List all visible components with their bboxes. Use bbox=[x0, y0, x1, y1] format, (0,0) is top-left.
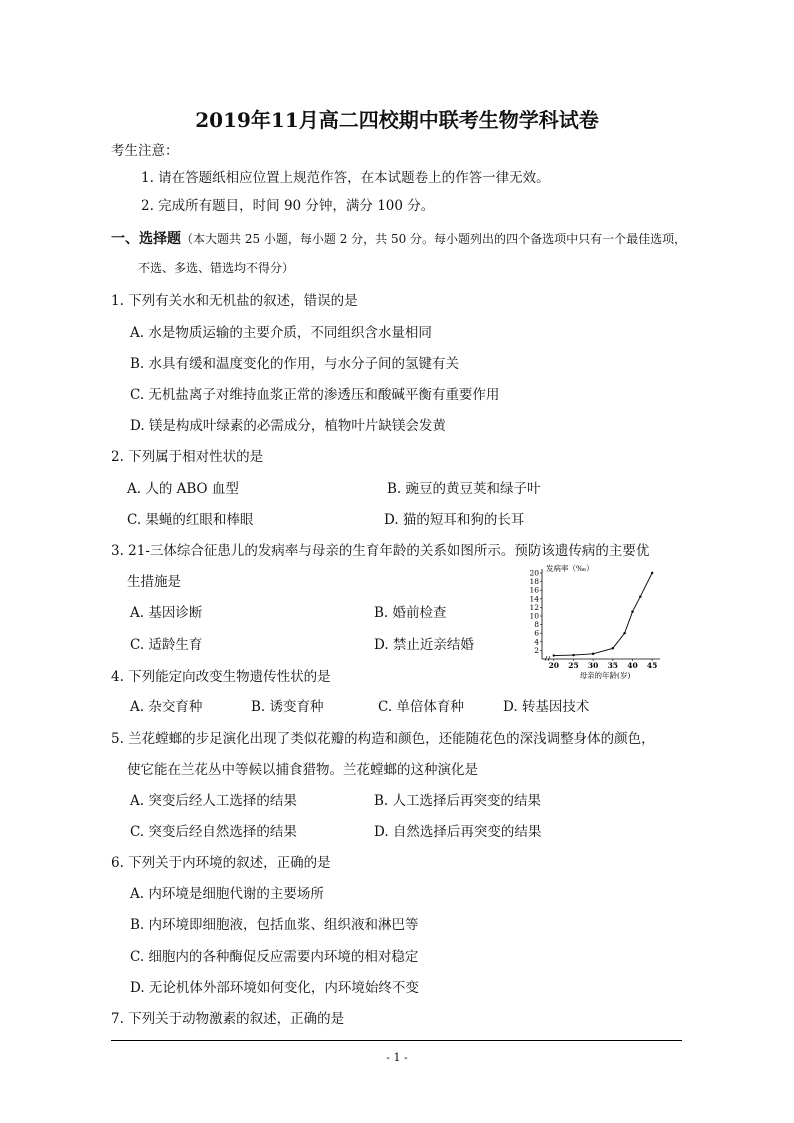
q6-option-a: A. 内环境是细胞代谢的主要场所 bbox=[130, 886, 324, 902]
x-tick-label-20: 20 bbox=[548, 661, 560, 670]
q1-option-c: C. 无机盐离子对维持血浆正常的渗透压和酸碱平衡有重要作用 bbox=[130, 387, 500, 403]
section-desc-2: 不选、多选、错选均不得分） bbox=[138, 261, 295, 275]
x-tick-label-45: 45 bbox=[646, 661, 658, 670]
y-tick-label-10: 10 bbox=[529, 611, 539, 621]
q5-option-d: D. 自然选择后再突变的结果 bbox=[374, 824, 542, 840]
footer-divider bbox=[111, 1040, 682, 1041]
data-point-25 bbox=[572, 654, 574, 656]
q6-option-b: B. 内环境即细胞液，包括血浆、组织液和淋巴等 bbox=[130, 917, 419, 933]
q3-option-b: B. 婚前检查 bbox=[374, 605, 447, 621]
q5-option-c: C. 突变后经自然选择的结果 bbox=[130, 824, 297, 840]
q4-option-a: A. 杂交育种 bbox=[130, 699, 203, 715]
q1-option-b: B. 水具有缓和温度变化的作用，与水分子间的氢键有关 bbox=[130, 356, 460, 372]
section-title: 一、选择题 bbox=[111, 231, 181, 247]
data-point-35 bbox=[612, 647, 614, 649]
y-axis-label: 发病率（‰） bbox=[546, 564, 594, 573]
section-header bbox=[111, 228, 686, 248]
question-4-stem: 4. 下列能定向改变生物遗传性状的是 bbox=[111, 669, 331, 685]
q1-option-d: D. 镁是构成叶绿素的必需成分，植物叶片缺镁会发黄 bbox=[130, 418, 446, 434]
data-point-42 bbox=[639, 595, 641, 597]
q4-option-c: C. 单倍体育种 bbox=[378, 699, 464, 715]
q6-option-d: D. 无论机体外部环境如何变化，内环境始终不变 bbox=[130, 980, 419, 996]
data-point-38 bbox=[623, 632, 625, 634]
q2-option-a: A. 人的 ABO 血型 bbox=[127, 481, 239, 497]
y-tick-label-2: 2 bbox=[534, 645, 539, 655]
notice-item-2: 2. 完成所有题目，时间 90 分钟，满分 100 分。 bbox=[141, 198, 435, 214]
q3-option-c: C. 适龄生育 bbox=[130, 637, 203, 653]
q5-option-b: B. 人工选择后再突变的结果 bbox=[374, 793, 542, 809]
incidence-line bbox=[554, 573, 652, 656]
q2-option-c: C. 果蝇的红眼和棒眼 bbox=[127, 512, 254, 528]
y-tick-label-14: 14 bbox=[529, 594, 539, 604]
y-tick-label-12: 12 bbox=[529, 602, 539, 612]
data-point-40 bbox=[631, 611, 633, 613]
y-tick-label-8: 8 bbox=[534, 620, 539, 630]
x-axis-label: 母亲的年龄(岁) bbox=[579, 671, 631, 679]
data-point-45 bbox=[651, 572, 653, 574]
data-point-20 bbox=[553, 654, 555, 656]
notice-item-1: 1. 请在答题纸相应位置上规范作答，在本试题卷上的作答一律无效。 bbox=[141, 170, 550, 186]
q2-option-d: D. 猫的短耳和狗的长耳 bbox=[384, 512, 525, 528]
x-tick-label-35: 35 bbox=[607, 661, 619, 670]
q5-option-a: A. 突变后经人工选择的结果 bbox=[130, 793, 297, 809]
question-3-stem: 3. 21-三体综合征患儿的发病率与母亲的生育年龄的关系如图所示。预防该遗传病的主要优 bbox=[111, 543, 650, 559]
y-tick-label-18: 18 bbox=[529, 577, 539, 587]
q1-option-a: A. 水是物质运输的主要介质，不同组织含水量相同 bbox=[130, 325, 432, 341]
x-tick-label-40: 40 bbox=[627, 661, 638, 670]
q3-option-a: A. 基因诊断 bbox=[130, 605, 203, 621]
question-5-stem: 5. 兰花螳螂的步足演化出现了类似花瓣的构造和颜色，还能随花色的深浅调整身体的颜色， bbox=[111, 731, 655, 747]
q2-option-b: B. 豌豆的黄豆荚和绿子叶 bbox=[387, 481, 541, 497]
question-1-stem: 1. 下列有关水和无机盐的叙述，错误的是 bbox=[111, 293, 358, 309]
x-tick-label-30: 30 bbox=[587, 661, 599, 670]
question-3-stem-2: 生措施是 bbox=[127, 574, 181, 590]
section-desc: （本大题共 25 小题，每小题 2 分，共 50 分。每小题列出的四个备选项中只有一个最佳选项， bbox=[181, 232, 687, 246]
question-2-stem: 2. 下列属于相对性状的是 bbox=[111, 449, 264, 465]
q4-option-d: D. 转基因技术 bbox=[503, 699, 590, 715]
x-tick-label-25: 25 bbox=[568, 661, 579, 670]
y-tick-label-6: 6 bbox=[534, 628, 539, 638]
notice-heading: 考生注意： bbox=[111, 143, 179, 159]
q6-option-c: C. 细胞内的各种酶促反应需要内环境的相对稳定 bbox=[130, 949, 419, 965]
q3-option-d: D. 禁止近亲结婚 bbox=[374, 637, 474, 653]
y-tick-label-16: 16 bbox=[529, 585, 539, 595]
question-7-stem: 7. 下列关于动物激素的叙述，正确的是 bbox=[111, 1011, 345, 1027]
incidence-chart bbox=[512, 563, 672, 679]
page-number: - 1 - bbox=[386, 1051, 408, 1064]
y-tick-label-20: 20 bbox=[529, 568, 539, 578]
data-point-30 bbox=[592, 653, 594, 655]
page-title: 2019年11月高二四校期中联考生物学科试卷 bbox=[195, 108, 599, 132]
question-5-stem-2: 使它能在兰花丛中等候以捕食猎物。兰花螳螂的这种演化是 bbox=[127, 762, 478, 778]
q4-option-b: B. 诱变育种 bbox=[251, 699, 324, 715]
y-tick-label-4: 4 bbox=[534, 637, 539, 647]
question-6-stem: 6. 下列关于内环境的叙述，正确的是 bbox=[111, 855, 331, 871]
